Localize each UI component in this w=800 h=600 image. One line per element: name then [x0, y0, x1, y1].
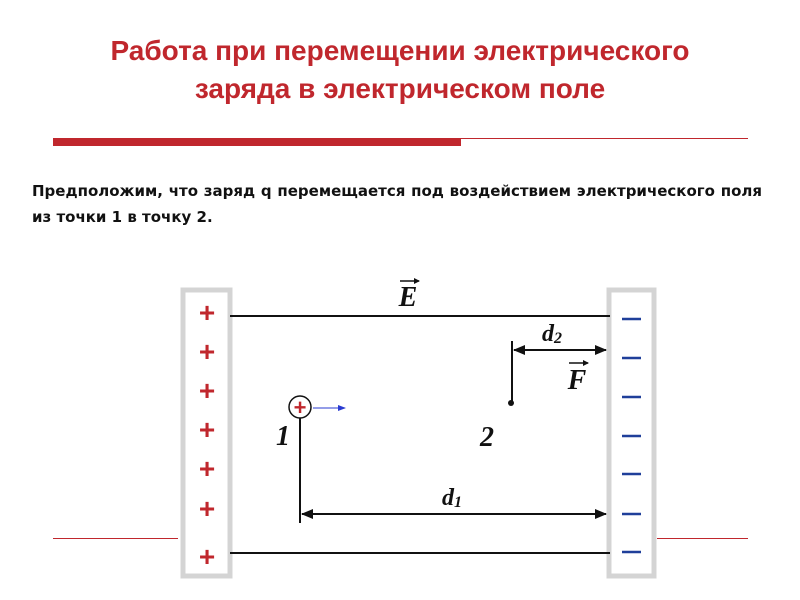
plus-sign: + — [198, 375, 216, 406]
d1-label: d1 — [442, 485, 462, 511]
charge — [289, 395, 345, 523]
plus-sign: + — [198, 541, 216, 572]
plus-sign: + — [198, 493, 216, 524]
title-line-1: Работа при перемещении электрического — [110, 35, 690, 66]
force-label: F — [567, 365, 587, 396]
title-line-2: заряда в электрическом поле — [194, 73, 606, 104]
plus-sign: + — [198, 297, 216, 328]
description-text: Предположим, что заряд q перемещается под воздействием электрического поля из точки 1 в точку 2. — [32, 182, 762, 226]
d2-dimension — [512, 321, 606, 405]
field-vector-label — [398, 281, 419, 313]
charge-symbol: + — [293, 395, 307, 420]
plus-sign: + — [198, 414, 216, 445]
plus-sign: + — [198, 453, 216, 484]
d1-dimension — [302, 485, 606, 514]
point-1-label: 1 — [276, 421, 290, 452]
title-divider — [53, 138, 748, 146]
negative-plate — [609, 290, 654, 576]
force-vector-label — [567, 363, 588, 396]
point-2-dot — [508, 400, 514, 406]
d2-label: d2 — [542, 321, 562, 347]
field-label: E — [398, 282, 418, 313]
point-2-label: 2 — [480, 422, 494, 453]
plus-sign: + — [198, 336, 216, 367]
